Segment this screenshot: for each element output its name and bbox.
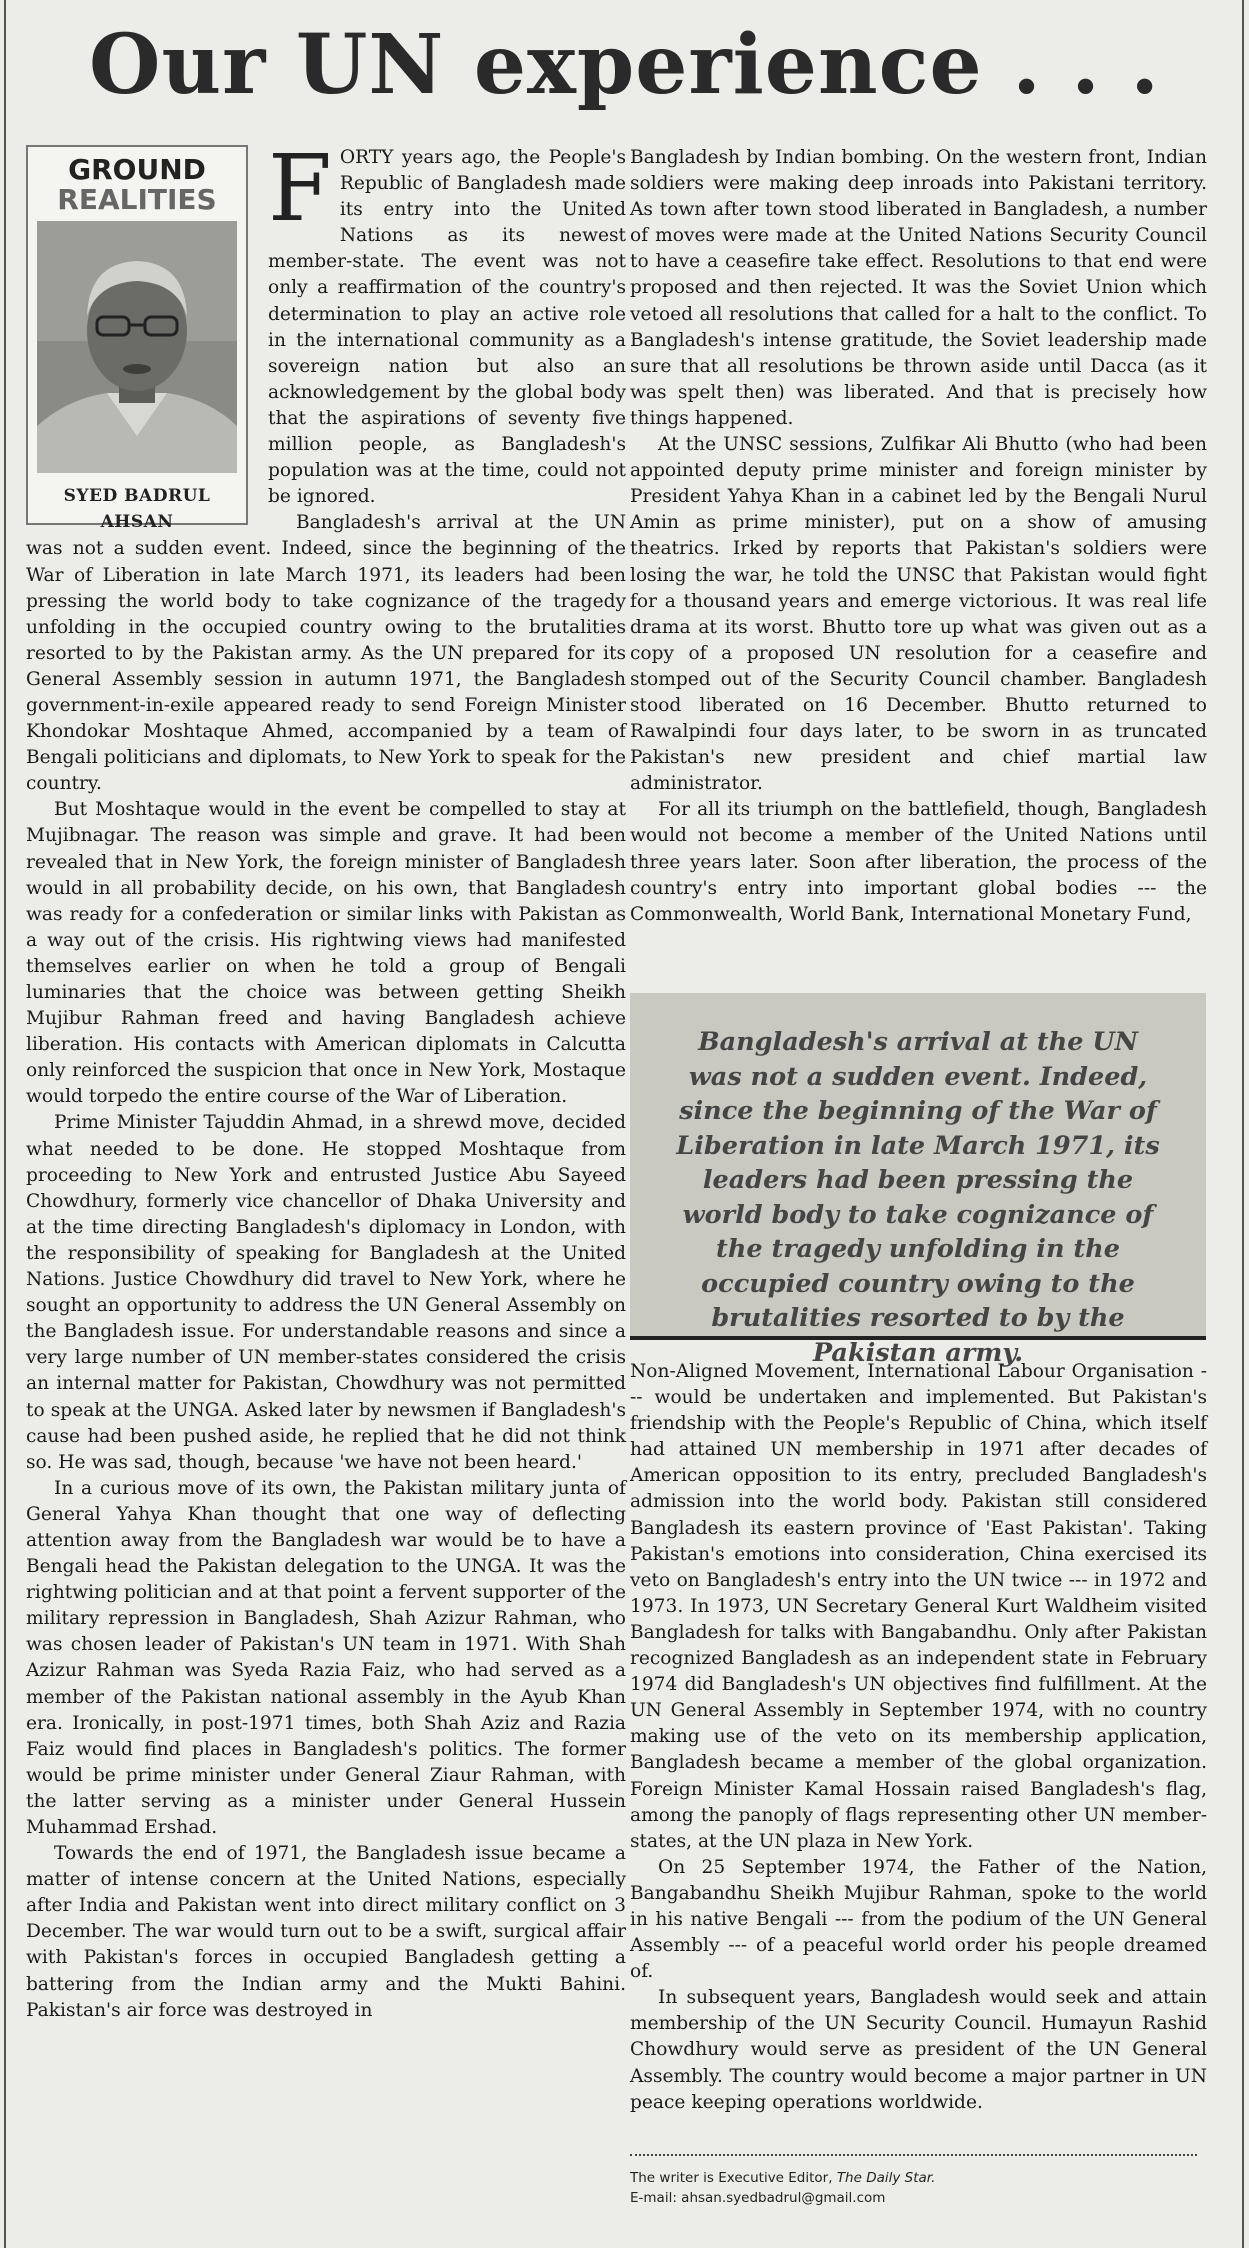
body-paragraph: In a curious move of its own, the Pakistan military junta of General Yahya Khan thought that one way of deflecting attention away from the Bangladesh war would be to have a Bengali head the Pakistan delegation to the UNGA. It was the rightwing politician and at that point a fervent supporter of the military repression in Bangladesh, Shah Azizur Rahman, who was chosen leader of Pakistan's UN team in 1971. With Shah Azizur Rahman was Syeda Razia Faiz, who had served as a member of the Pakistan national assembly in the Ayub Khan era. Ironically, in post-1971 times, both Shah Aziz and Razia Faiz would find places in Bangladesh's politics. The former would be prime minister under General Ziaur Rahman, with the latter serving as a minister under General Hussein Muhammad Ershad. bbox=[26, 1477, 626, 1838]
body-paragraph: Bangladesh by Indian bombing. On the western front, Indian soldiers were making deep inroads into Pakistani territory. As town after town stood liberated in Bangladesh, a number of moves were made at the United Nations Security Council to have a ceasefire take effect. Resolutions to that end were proposed and then rejected. It was the Soviet Union which vetoed all resolutions that called for a halt to the conflict. To Bangladesh's intense gratitude, the Soviet leadership made sure that all resolutions be thrown aside until Dacca (as it was spelt then) was liberated. And that is precisely how things happened. bbox=[630, 147, 1207, 429]
author-footer bbox=[630, 2168, 1200, 2208]
body-paragraph: Prime Minister Tajuddin Ahmad, in a shrewd move, decided what needed to be done. He stopped Moshtaque from proceeding to New York and entrusted Justice Abu Sayeed Chowdhury, formerly vice chancellor of Dhaka University and at the time directing Bangladesh's diplomacy in London, with the responsibility of speaking for Bangladesh at the United Nations. Justice Chowdhury did travel to New York, where he sought an opportunity to address the UN General Assembly on the Bangladesh issue. For understandable reasons and since a very large number of UN member-states considered the crisis an internal matter for Pakistan, Chowdhury was not permitted to speak at the UNGA. Asked later by newsmen if Bangladesh's cause had been pushed aside, he replied that he did not think so. He was sad, though, because 'we have not been heard.' bbox=[26, 1112, 626, 1473]
body-paragraph: On 25 September 1974, the Father of the Nation, Bangabandhu Sheikh Mujibur Rahman, spoke to the world in his native Bengali --- from the podium of the UN General Assembly --- of a peaceful world order his people dreamed of. bbox=[630, 1856, 1207, 1983]
writer-credit bbox=[630, 2168, 1200, 2188]
lead-paragraph: ORTY years ago, the People's Republic of Bangladesh made its entry into the United Nations as its newest member-state. The event was not only a reaffirmation of the country's determination to play an active role in the international community as a sovereign nation but also an acknowledgement by the global body that the aspirations of seventy five million people, as Bangladesh's population was at the time, could not be ignored. bbox=[268, 147, 626, 508]
body-paragraph: But Moshtaque would in the event be compelled to stay at Mujibnagar. The reason was simple and grave. It had been revealed that in New York, the foreign minister of Bangladesh would in all probability decide, on his own, that Bangladesh was ready for a confederation or similar links with Pakistan as a way out of the crisis. His rightwing views had manifested themselves earlier on when he told a group of Bengali luminaries that the choice was between getting Sheikh Mujibur Rahman freed and having Bangladesh achieve liberation. His contacts with American diplomats in Calcutta only reinforced the suspicion that once in New York, Mostaque would torpedo the entire course of the War of Liberation. bbox=[26, 799, 626, 1108]
body-paragraph: At the UNSC sessions, Zulfikar Ali Bhutto (who had been appointed deputy prime minister and foreign minister by President Yahya Khan in a cabinet led by the Bengali Nurul Amin as prime minister), put on a show of amusing theatrics. Irked by reports that Pakistan's soldiers were losing the war, he told the UNSC that Pakistan would fight for a thousand years and emerge victorious. It was real life drama at its worst. Bhutto tore up what was given out as a copy of a proposed UN resolution for a ceasefire and stomped out of the Security Council chamber. Bangladesh stood liberated on 16 December. Bhutto returned to Rawalpindi four days later, to be sworn in as truncated Pakistan's new president and chief martial law administrator. bbox=[630, 434, 1207, 795]
column-right-bottom bbox=[630, 1359, 1207, 2116]
body-paragraph: Bangladesh's arrival at the UN was not a sudden event. Indeed, since the beginning of the War of Liberation in late March 1971, its leaders had been pressing the world body to take cognizance of the tragedy unfolding in the occupied country owing to the brutalities resorted to by the Pakistan army. As the UN prepared for its General Assembly session in autumn 1971, the Bangladesh government-in-exile appeared ready to send Foreign Minister Khondokar Moshtaque Ahmed, accompanied by a team of Bengali politicians and diplomats, to New York to speak for the country. bbox=[26, 512, 626, 795]
body-paragraph: In subsequent years, Bangladesh would seek and attain membership of the UN Security Council. Humayun Rashid Chowdhury would serve as president of the UN General Assembly. The country would become a major partner in UN peace keeping operations worldwide. bbox=[630, 1987, 1207, 2113]
series-title-line1: GROUND bbox=[68, 153, 206, 186]
column-right-top bbox=[630, 145, 1207, 928]
body-paragraph: Non-Aligned Movement, International Labour Organisation --- would be undertaken and implemented. But Pakistan's friendship with the People's Republic of China, which itself had attained UN membership in 1971 after decades of American opposition to its entry, precluded Bangladesh's admission into the world body. Pakistan still considered Bangladesh its eastern province of 'East Pakistan'. Taking Pakistan's emotions into consideration, China exercised its veto on Bangladesh's entry into the UN twice --- in 1972 and 1973. In 1973, UN Secretary General Kurt Waldheim visited Bangladesh for talks with Bangabandhu. Only after Pakistan recognized Bangladesh as an independent state in February 1974 did Bangladesh's UN objectives find fulfillment. At the UN General Assembly in September 1974, with no country making use of the veto on its membership application, Bangladesh became a member of the global organization. Foreign Minister Kamal Hossain raised Bangladesh's flag, among the panoply of flags representing other UN member-states, at the UN plaza in New York. bbox=[630, 1361, 1207, 1852]
pull-quote: Bangladesh's arrival at the UN was not a sudden event. Indeed, since the beginning of the War of Liberation in late March 1971, its leaders had been pressing the world body to take cognizance of the tragedy unfolding in the occupied country owing to the brutalities resorted to by the Pakistan army. bbox=[630, 993, 1206, 1340]
footer-divider bbox=[630, 2154, 1197, 2156]
author-email[interactable]: E-mail: ahsan.syedbadrul@gmail.com bbox=[630, 2190, 886, 2206]
publication-name: The Daily Star. bbox=[836, 2170, 936, 2186]
columnist-box bbox=[26, 145, 248, 533]
drop-cap: F bbox=[268, 135, 332, 242]
author-portrait bbox=[37, 221, 237, 473]
column-left bbox=[26, 135, 626, 2024]
headline: Our UN experience . . . bbox=[89, 17, 1160, 113]
author-byline: SYED BADRUL AHSAN bbox=[63, 486, 211, 533]
series-title-line2: REALITIES bbox=[57, 183, 217, 216]
writer-credit-prefix: The writer is Executive Editor, bbox=[630, 2170, 837, 2186]
body-paragraph: Towards the end of 1971, the Bangladesh issue became a matter of intense concern at the United Nations, especially after India and Pakistan went into direct military conflict on 3 December. The war would turn out to be a swift, surgical affair with Pakistan's forces in occupied Bangladesh getting a battering from the Indian army and the Mukti Bahini. Pakistan's air force was destroyed in bbox=[26, 1843, 626, 2021]
body-paragraph: For all its triumph on the battlefield, though, Bangladesh would not become a member of the United Nations until three years later. Soon after liberation, the process of the country's entry into important global bodies --- the Commonwealth, World Bank, International Monetary Fund, bbox=[630, 799, 1207, 925]
